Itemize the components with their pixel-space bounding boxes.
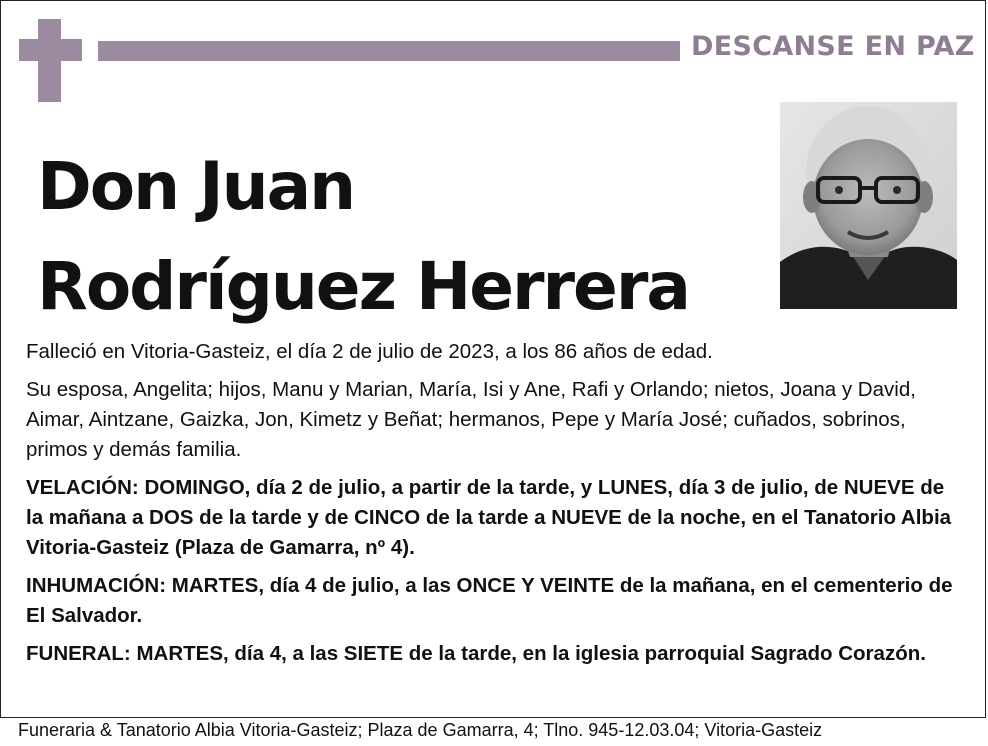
name-line-1: Don Juan (37, 148, 355, 225)
name-line-2: Rodríguez Herrera (37, 248, 689, 325)
header-rule (98, 41, 680, 61)
funeral-home-footer: Funeraria & Tanatorio Albia Vitoria-Gasteiz; Plaza de Gamarra, 4; Tlno. 945-12.03.04; Vitoria-Gasteiz (18, 720, 823, 740)
death-notice: Falleció en Vitoria-Gasteiz, el día 2 de julio de 2023, a los 86 años de edad. (26, 340, 713, 363)
obituary-body (26, 337, 966, 677)
inhumacion-notice: INHUMACIÓN: MARTES, día 4 de julio, a las ONCE Y VEINTE de la mañana, en el cementerio de El Salvador. (26, 574, 953, 627)
portrait-photo (780, 102, 957, 309)
funeral-notice: FUNERAL: MARTES, día 4, a las SIETE de la tarde, en la iglesia parroquial Sagrado Corazón. (26, 642, 926, 665)
cross-icon-arm (19, 39, 82, 61)
deceased-name (37, 137, 689, 337)
rip-heading: DESCANSE EN PAZ (691, 31, 975, 62)
velacion-notice: VELACIÓN: DOMINGO, día 2 de julio, a partir de la tarde, y LUNES, día 3 de julio, de NUEVE de la mañana a DOS de la tarde y de CINCO de la tarde a NUEVE de la noche, en el Tanatorio Albia Vitoria-Gasteiz (Plaza de Gamarra, nº 4). (26, 476, 952, 559)
family-list: Su esposa, Angelita; hijos, Manu y Marian, María, Isi y Ane, Rafi y Orlando; nietos, Joana y David, Aimar, Aintzane, Gaizka, Jon, Kimetz y Beñat; hermanos, Pepe y María José; cuñados, sobrinos, primos y demás familia. (26, 378, 916, 461)
